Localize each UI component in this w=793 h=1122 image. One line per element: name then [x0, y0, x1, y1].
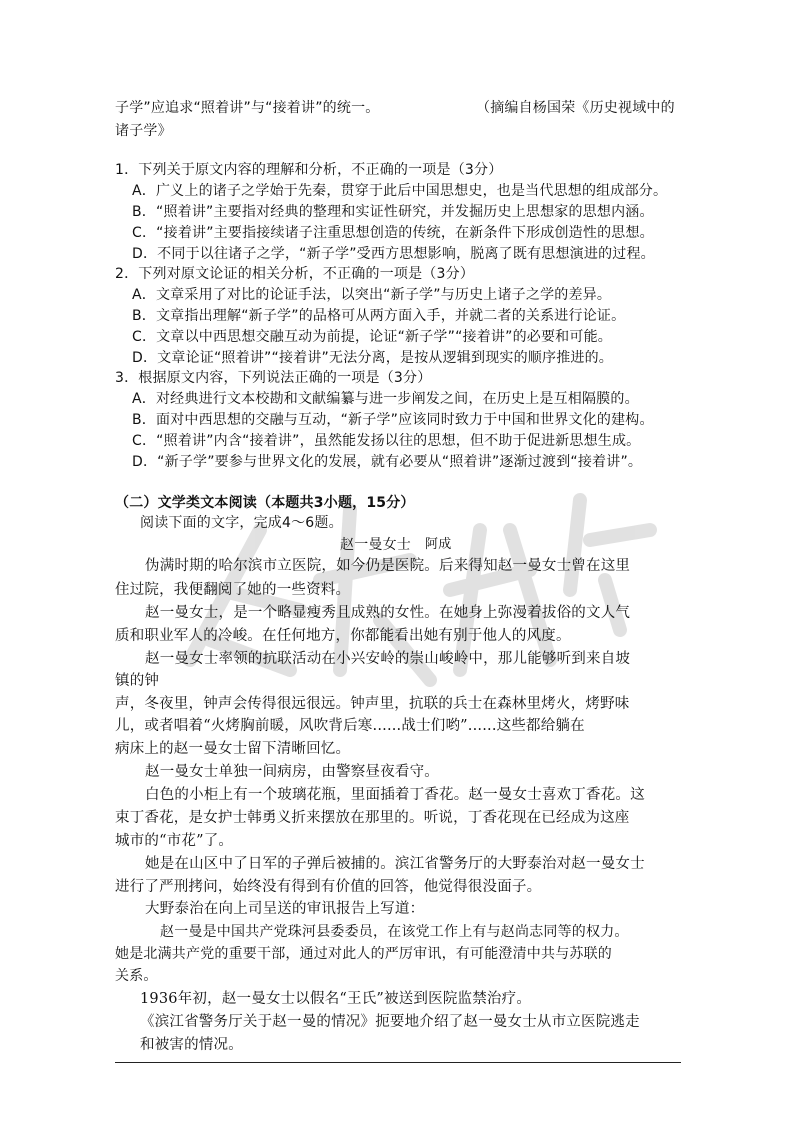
story-line: 关系。	[115, 968, 158, 984]
question-1-stem: 1．下列关于原文内容的理解和分析，不正确的一项是（3分）	[115, 162, 503, 178]
question-1-option-a: A．广义上的诸子之学始于先秦，贯穿于此后中国思想史，也是当代思想的组成部分。	[132, 183, 668, 199]
section-2-instruction: 阅读下面的文字，完成4～6题。	[140, 515, 343, 531]
question-2-option-a: A．文章采用了对比的论证手法，以突出“新子学”与历史上诸子之学的差异。	[132, 287, 612, 303]
story-line: 她是在山区中了日军的子弹后被捕的。滨江省警务厅的大野泰治对赵一曼女士	[145, 856, 645, 872]
question-2-option-c: C．文章以中西思想交融互动为前提，论证“新子学”“接着讲”的必要和可能。	[132, 329, 612, 345]
question-1-option-b: B．“照着讲”主要指对经典的整理和实证性研究，并发掘历史上思想家的思想内涵。	[132, 204, 654, 220]
intro-source: （摘编自杨国荣《历史视域中的	[476, 100, 675, 116]
story-line: 和被害的情况。	[140, 1037, 243, 1053]
footer-divider	[115, 1062, 681, 1063]
story-title: 赵一曼女士	[340, 537, 411, 553]
question-3-option-c: C．“照着讲”内含“接着讲”，虽然能发扬以往的思想，但不助于促进新思想生成。	[132, 433, 641, 449]
section-2-heading: （二）文学类文本阅读（本题共3小题，15分）	[115, 495, 415, 511]
question-3-option-d: D．“新子学”要参与世界文化的发展，就有必要从“照着讲”逐渐过渡到“接着讲”。	[132, 454, 643, 470]
question-3-stem: 3．根据原文内容，下列说法正确的一项是（3分）	[115, 370, 432, 386]
story-line: 声，冬夜里，钟声会传得很远很远。钟声里，抗联的兵士在森林里烤火，烤野味	[115, 696, 630, 712]
story-line: 镇的钟	[115, 673, 160, 689]
story-line: 她是北满共产党的重要干部，通过对此人的严厉审讯，有可能澄清中共与苏联的	[115, 946, 612, 962]
story-line: 1936年初，赵一曼女士以假名“王氏”被送到医院监禁治疗。	[140, 991, 532, 1007]
story-line: 《滨江省警务厅关于赵一曼的情况》扼要地介绍了赵一曼女士从市立医院逃走	[140, 1014, 640, 1030]
question-2-option-d: D．文章论证“照着讲”“接着讲”无法分离，是按从逻辑到现实的顺序推进的。	[132, 350, 613, 366]
story-line: 赵一曼女士率领的抗联活动在小兴安岭的崇山峻岭中，那儿能够听到来自坡	[145, 651, 631, 667]
question-1-option-c: C．“接着讲”主要指接续诸子注重思想创造的传统，在新条件下形成创造性的思想。	[132, 225, 654, 241]
question-3-option-a: A．对经典进行文本校勘和文献编纂与进一步阐发之间，在历史上是互相隔膜的。	[132, 391, 639, 407]
question-1-option-d: D．不同于以往诸子之学，“新子学”受西方思想影响，脱离了既有思想演进的过程。	[132, 246, 655, 262]
story-line: 赵一曼女士，是一个略显瘦秀且成熟的女性。在她身上弥漫着拔俗的文人气	[145, 605, 631, 621]
story-line: 赵一曼是中国共产党珠河县委委员，在该党工作上有与赵尚志同等的权力。	[160, 924, 629, 940]
story-line: 赵一曼女士单独一间病房，由警察昼夜看守。	[145, 764, 439, 780]
intro-line-1: 子学”应追求“照着讲”与“接着讲”的统一。	[115, 100, 380, 116]
question-2-option-b: B．文章指出理解“新子学”的品格可从两方面入手，并就二者的关系进行论证。	[132, 308, 626, 324]
story-line: 质和职业军人的冷峻。在任何地方，你都能看出她有别于他人的风度。	[115, 628, 571, 644]
question-3-option-b: B．面对中西思想的交融与互动，“新子学”应该同时致力于中国和世界文化的建构。	[132, 412, 654, 428]
story-line: 束丁香花，是女护士韩勇义折来摆放在那里的。听说，丁香花现在已经成为这座	[115, 810, 630, 826]
intro-line-2: 诸子学》	[115, 123, 172, 139]
story-line: 儿，或者唱着“火烤胸前暖，风吹背后寒......战士们哟”......这些都给躺在	[115, 718, 585, 734]
story-line: 城市的“市花”了。	[115, 833, 234, 849]
story-line: 病床上的赵一曼女士留下清晰回忆。	[115, 741, 351, 757]
story-line: 住过院，我便翻阅了她的一些资料。	[115, 582, 351, 598]
story-line: 白色的小柜上有一个玻璃花瓶，里面插着丁香花。赵一曼女士喜欢丁香花。这	[145, 787, 645, 803]
story-line: 大野泰治在向上司呈送的审讯报告上写道：	[145, 901, 425, 917]
question-2-stem: 2．下列对原文论证的相关分析，不正确的一项是（3分）	[115, 266, 475, 282]
story-line: 进行了严刑拷问，始终没有得到有价值的回答，他觉得很没面子。	[115, 879, 542, 895]
story-line: 伪满时期的哈尔滨市立医院，如今仍是医院。后来得知赵一曼女士曾在这里	[145, 558, 631, 574]
story-author: 阿成	[425, 537, 452, 552]
